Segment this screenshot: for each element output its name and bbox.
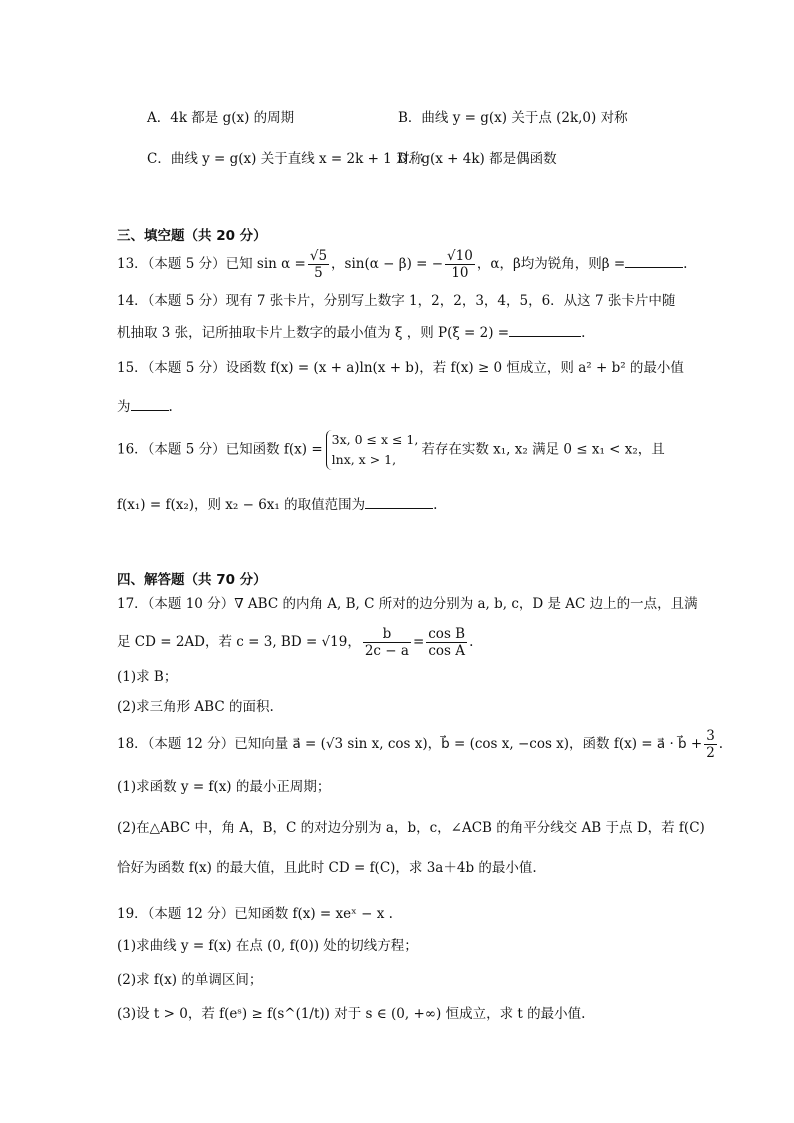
q18-line1-prefix: 18．（本题 12 分）已知向量 a⃗ = (√3 sin x, cos x)，b⃗ = (cos x, −cos x)，函数 f(x) = a⃗ · b⃗ +: [117, 736, 703, 752]
question-18-part-1: (1)求函数 y = f(x) 的最小正周期；: [117, 779, 331, 795]
q16-answer-blank: [365, 494, 433, 509]
q15-line2-text: 为: [117, 399, 131, 415]
q16-suffix: 若存在实数 x₁, x₂ 满足 0 ≤ x₁ < x₂，且: [421, 441, 665, 458]
question-19-part-3: (3)设 t > 0，若 f(eˢ) ≥ f(s^(1/t)) 对于 s ∈ (0, +∞) 恒成立，求 t 的最小值.: [117, 1006, 586, 1022]
question-19-line-1: 19．（本题 12 分）已知函数 f(x) = xeˣ − x .: [117, 906, 393, 922]
q14-end: .: [581, 325, 586, 341]
q13-fraction-2: [445, 248, 475, 281]
q18-line1-end: .: [718, 736, 724, 752]
q13-frac1-den: 5: [314, 265, 323, 281]
question-16-line-2: [117, 494, 437, 515]
q16-prefix: 16．（本题 5 分）已知函数 f(x) =: [117, 441, 323, 458]
q13-end: .: [683, 256, 688, 272]
q13-fraction-1: [308, 248, 329, 281]
question-17-part-2: (2)求三角形 ABC 的面积.: [117, 699, 274, 715]
option-d: D．g(x + 4k) 都是偶函数: [397, 151, 557, 167]
question-17-line-2: [117, 626, 473, 659]
q17-eq: =: [412, 634, 425, 650]
question-19-part-2: (2)求 f(x) 的单调区间；: [117, 972, 263, 988]
q13-answer-blank: [625, 253, 683, 268]
q17-line2-end: .: [469, 634, 474, 650]
q18-frac-den: 2: [706, 745, 715, 761]
q17-frac2-den: cos A: [428, 643, 465, 659]
option-a: A．4k 都是 g(x) 的周期: [147, 110, 295, 126]
q16-end: .: [433, 497, 438, 513]
q17-fraction-2: [426, 626, 467, 659]
question-19-part-1: (1)求曲线 y = f(x) 在点 (0, f(0)) 处的切线方程；: [117, 938, 418, 954]
q13-frac2-den: 10: [451, 265, 469, 281]
q16-case-2: lnx, x > 1,: [331, 452, 397, 467]
q17-frac2-num: cos B: [428, 626, 466, 642]
question-17-line-1: 17．（本题 10 分）∇ ABC 的内角 A, B, C 所对的边分别为 a, b, c，D 是 AC 边上的一点，且满: [117, 596, 698, 612]
question-15-line-1: 15．（本题 5 分）设函数 f(x) = (x + a)ln(x + b)，若 f(x) ≥ 0 恒成立，则 a² + b² 的最小值: [117, 360, 684, 376]
question-17-part-1: (1)求 B；: [117, 669, 178, 685]
question-13: [117, 248, 687, 281]
question-16-line-1: [117, 430, 665, 470]
question-15-line-2: [117, 396, 173, 417]
q15-end: .: [168, 399, 173, 415]
option-b: B．曲线 y = g(x) 关于点 (2k,0) 对称: [398, 110, 628, 126]
q13-mid: ，sin(α − β) = −: [331, 256, 444, 272]
q17-fraction-1: [363, 626, 411, 659]
q16-case-1: 3x, 0 ≤ x ≤ 1,: [331, 432, 419, 447]
question-18-line-1: [117, 728, 723, 761]
question-14-line-2: [117, 322, 585, 343]
q17-line2-prefix: 足 CD = 2AD，若 c = 3, BD = √19，: [117, 634, 361, 650]
q18-fraction: [704, 728, 717, 761]
q13-frac2-num: √10: [447, 248, 473, 264]
q13-suffix: ，α，β均为锐角，则β =: [476, 256, 626, 272]
question-18-part-2b: 恰好为函数 f(x) 的最大值，且此时 CD = f(C)，求 3a＋4b 的最小值.: [117, 860, 537, 876]
question-14-line-1: 14．（本题 5 分）现有 7 张卡片，分别写上数字 1，2，2，3，4，5，6．从这 7 张卡片中随: [117, 293, 676, 309]
q14-line2-text: 机抽取 3 张，记所抽取卡片上数字的最小值为 ξ ，则 P(ξ = 2) =: [117, 325, 510, 341]
q17-frac1-num: b: [363, 626, 411, 643]
q13-frac1-num: √5: [309, 248, 328, 264]
q17-frac1-den: 2c − a: [364, 643, 409, 659]
q16-line2-text: f(x₁) = f(x₂)，则 x₂ − 6x₁ 的取值范围为: [117, 497, 366, 513]
q15-answer-blank: [131, 396, 169, 411]
q14-answer-blank: [509, 322, 581, 337]
section-title-solutions: 四、解答题（共 70 分）: [117, 572, 267, 588]
section-title-fill-in: 三、填空题（共 20 分）: [117, 228, 267, 244]
option-c: C．曲线 y = g(x) 关于直线 x = 2k + 1 对称: [147, 151, 424, 167]
q13-prefix: 13．（本题 5 分）已知 sin α =: [117, 256, 306, 272]
q18-frac-num: 3: [706, 728, 715, 744]
question-18-part-2a: (2)在△ABC 中，角 A，B，C 的对边分别为 a，b，c，∠ACB 的角平分线交 AB 于点 D，若 f(C): [117, 820, 705, 836]
q16-piecewise: [326, 430, 419, 470]
